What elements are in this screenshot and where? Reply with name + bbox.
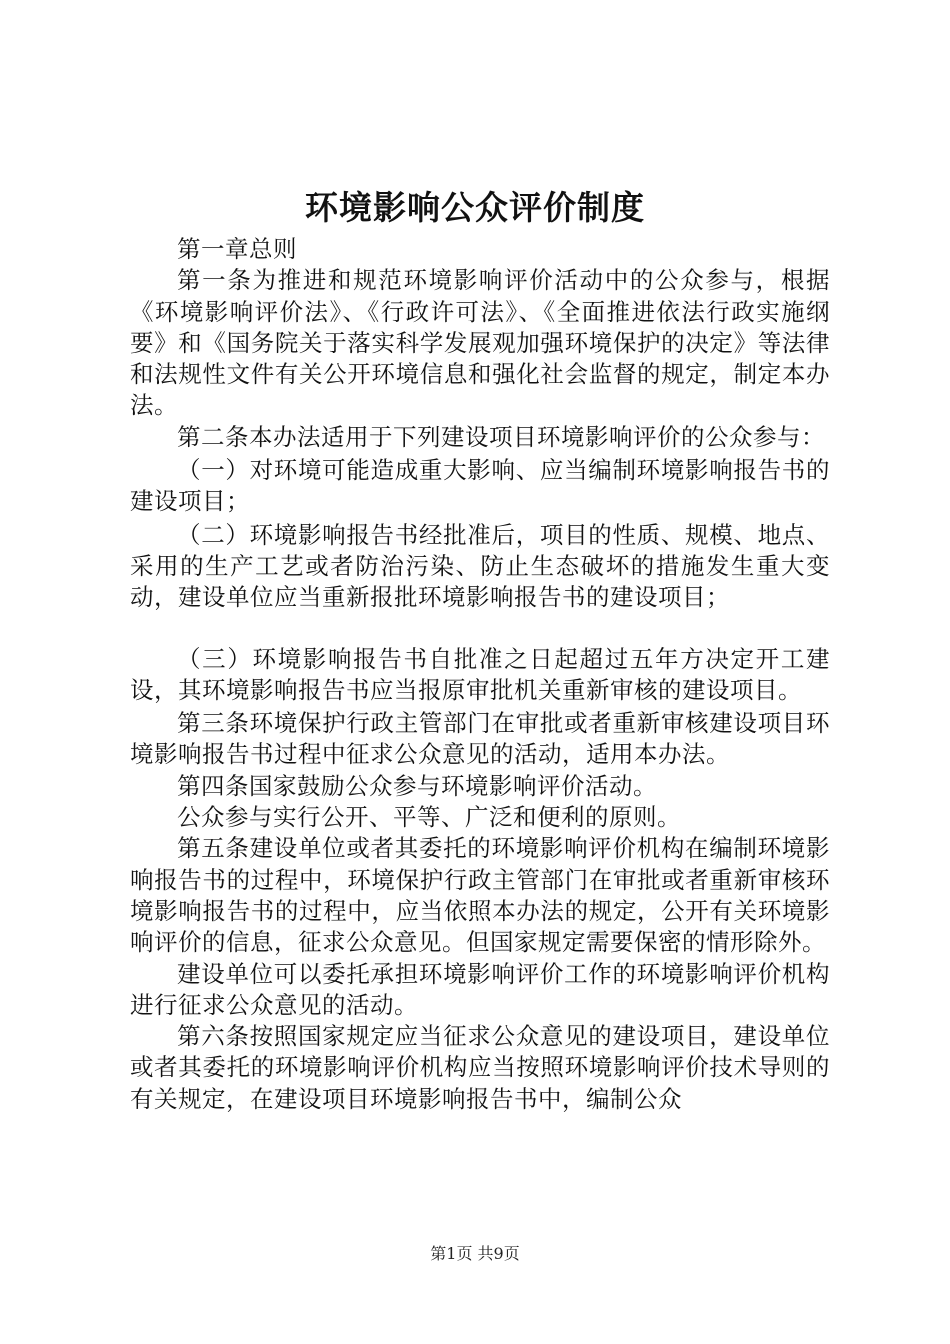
article-2-item-3: （三）环境影响报告书自批准之日起超过五年方决定开工建设，其环境影响报告书应当报原审批机关重新审核的建设项目。 xyxy=(130,644,830,704)
article-6: 第六条按照国家规定应当征求公众意见的建设项目，建设单位或者其委托的环境影响评价机构应当按照环境影响评价技术导则的有关规定，在建设项目环境影响报告书中，编制公众 xyxy=(130,1022,830,1113)
article-2: 第二条本办法适用于下列建设项目环境影响评价的公众参与： xyxy=(177,422,825,451)
document-body xyxy=(130,234,830,1115)
document-title: 环境影响公众评价制度 xyxy=(305,188,645,227)
article-5-delegation: 建设单位可以委托承担环境影响评价工作的环境影响评价机构进行征求公众意见的活动。 xyxy=(130,959,830,1019)
article-5: 第五条建设单位或者其委托的环境影响评价机构在编制环境影响报告书的过程中，环境保护行政主管部门在审批或者重新审核环境影响报告书的过程中，应当依照本办法的规定，公开有关环境影响评价的信息，征求公众意见。但国家规定需要保密的情形除外。 xyxy=(130,834,830,957)
article-2-item-1: （一）对环境可能造成重大影响、应当编制环境影响报告书的建设项目； xyxy=(130,456,830,516)
article-3: 第三条环境保护行政主管部门在审批或者重新审核建设项目环境影响报告书过程中征求公众意见的活动，适用本办法。 xyxy=(130,709,830,769)
chapter-heading: 第一章总则 xyxy=(177,235,297,263)
article-2-item-2: （二）环境影响报告书经批准后，项目的性质、规模、地点、采用的生产工艺或者防治污染、防止生态破坏的措施发生重大变动，建设单位应当重新报批环境影响报告书的建设项目； xyxy=(130,520,830,612)
article-1: 第一条为推进和规范环境影响评价活动中的公众参与，根据《环境影响评价法》、《行政许可法》、《全面推进依法行政实施纲要》和《国务院关于落实科学发展观加强环境保护的决定》等法律和法规性文件有关公开环境信息和强化社会监督的规定，制定本办法。 xyxy=(130,266,830,420)
article-4-principle: 公众参与实行公开、平等、广泛和便利的原则。 xyxy=(177,803,681,832)
page-footer: 第1页 共9页 xyxy=(430,1244,520,1263)
article-4: 第四条国家鼓励公众参与环境影响评价活动。 xyxy=(177,771,657,800)
